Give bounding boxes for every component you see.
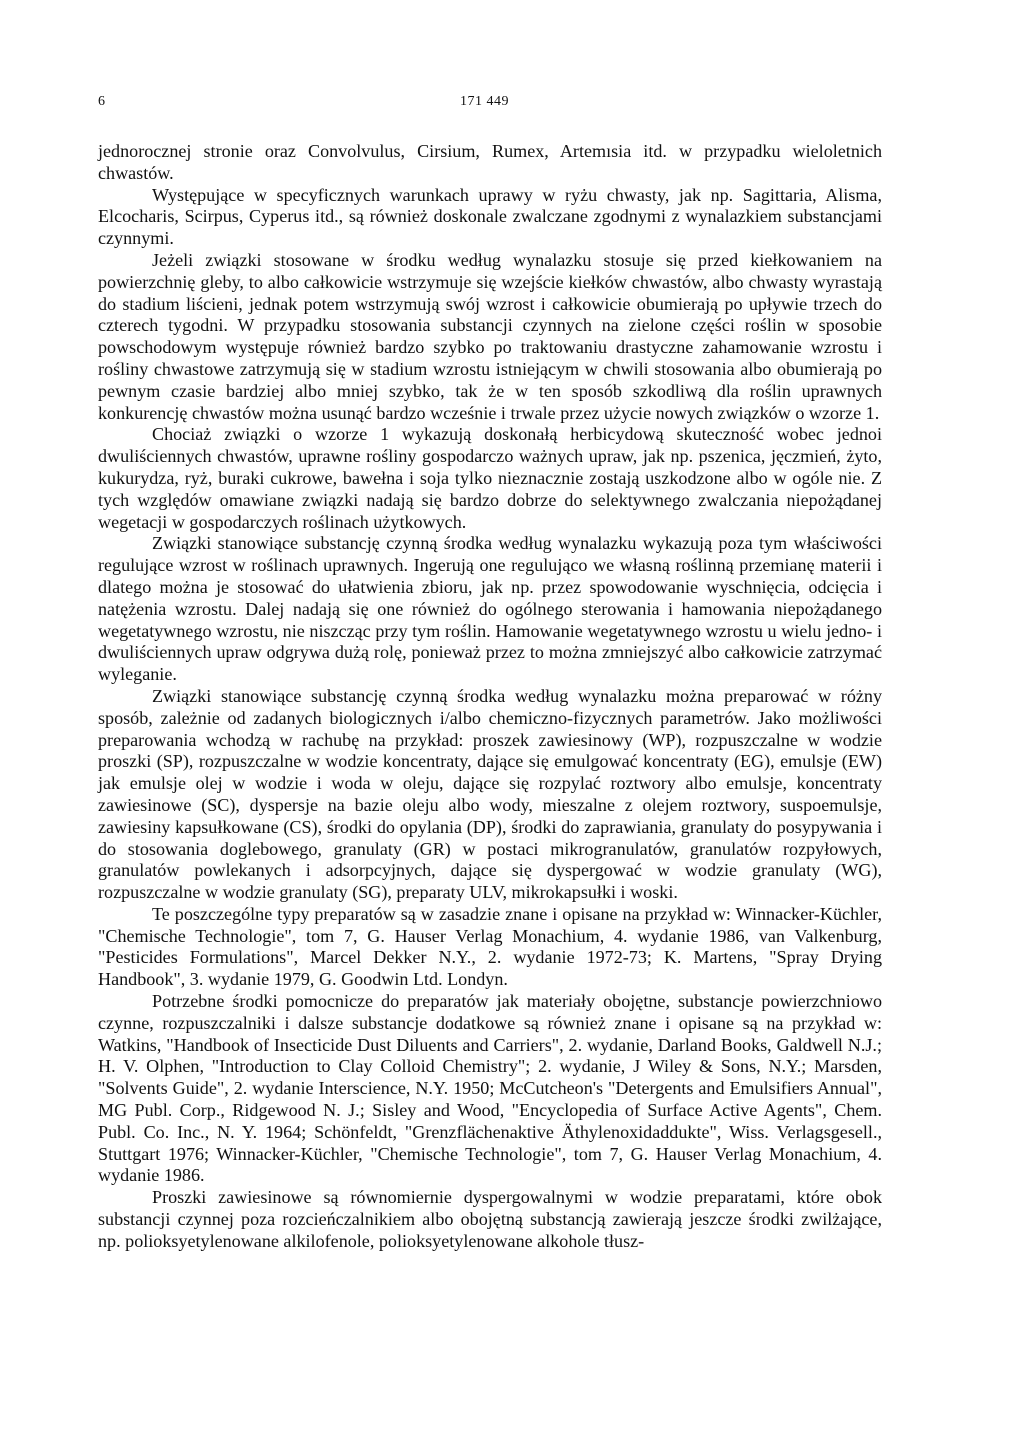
paragraph-growth-regulation: Związki stanowiące substancję czynną środka według wynalazku wykazują poza tym właściwości regulujące wzrost w roślinach uprawnych. Ingerują one regulująco we własną roślinną przemianę materii i dlatego można je stosować do ułatwienia zbioru, jak np. przez spowodowanie wyschnięcia, odcięcia i natężenia wzrostu. Dalej nadają się one również do ogólnego sterowania i hamowania niepożądanego wegetatywnego wzrostu, nie niszcząc przy tym roślin. Hamowanie wegetatywnego wzrostu u wielu jedno- i dwuliściennych upraw odgrywa dużą rolę, ponieważ przez to można zmniejszyć albo całkowicie zatrzymać wyleganie. — [98, 533, 882, 685]
body-text — [98, 141, 882, 1253]
paragraph-formulations: Związki stanowiące substancję czynną środka według wynalazku można preparować w różny sposób, zależnie od zadanych biologicznych i/albo chemiczno-fizycznych parametrów. Jako możliwości preparowania wchodzą w rachubę na przykład: proszek zawiesinowy (WP), rozpuszczalne w wodzie proszki (SP), rozpuszczalne w wodzie koncentraty, dające się emulgować koncentraty (EG), emulsje (EW) jak emulsje olej w wodzie i woda w oleju, dające się rozpylać roztwory albo emulsje, koncentraty zawiesinowe (SC), dyspersje na bazie oleju albo wody, mieszalne z olejem roztwory, suspoemulsje, zawiesiny kapsułkowane (CS), środki do opylania (DP), środki do zaprawiania, granulaty do posypywania i do stosowania doglebowego, granulaty (GR) w postaci mikrogranulatów, granulatów rozpyłowych, granulatów powlekanych i adsorpcyjnych, dające się dyspergować w wodzie granulaty (WG), rozpuszczalne w wodzie granulaty (SG), preparaty ULV, mikrokapsułki i woski. — [98, 685, 882, 903]
paragraph-formulation-references: Te poszczególne typy preparatów są w zasadzie znane i opisane na przykład w: Winnacker-Küchler, "Chemische Technologie", tom 7, G. Hauser Verlag Monachium, 4. wydanie 1986, van Valkenburg, "Pesticides Formulations", Marcel Dekker N.Y., 2. wydanie 1972-73; K. Martens, "Spray Drying Handbook", 3. wydanie 1979, G. Goodwin Ltd. Londyn. — [98, 903, 882, 990]
paragraph-continuation: jednorocznej stronie oraz Convolvulus, Cirsium, Rumex, Artemısia itd. w przypadku wieloletnich chwastów. — [98, 141, 882, 183]
page-number: 6 — [98, 94, 105, 109]
paragraph-auxiliaries: Potrzebne środki pomocnicze do preparatów jak materiały obojętne, substancje powierzchniowo czynne, rozpuszczalniki i dalsze substancje dodatkowe są również znane i opisane są na przykład w: Watkins, "Handbook of Insecticide Dust Diluents and Carriers", 2. wydanie, Darland Books, Galdwell N.J.; H. V. Olphen, "Introduction to Clay Colloid Chemistry"; 2. wydanie, J Wiley & Sons, N.Y.; Marsden, "Solvents Guide", 2. wydanie Interscience, N.Y. 1950; McCutcheon's "Detergents and Emulsifiers Annual", MG Publ. Corp., Ridgewood N. J.; Sisley and Wood, "Encyclopedia of Surface Active Agents", Chem. Publ. Co. Inc., N. Y. 1964; Schönfeldt, "Grenzflächenaktive Äthylenoxidaddukte", Wiss. Verlagsgesell., Stuttgart 1976; Winnacker-Küchler, "Chemische Technologie", tom 7, G. Hauser Verlag Monachium, 4. wydanie 1986. — [98, 991, 882, 1186]
patent-number: 171 449 — [460, 94, 509, 109]
paragraph-pre-emergence: Jeżeli związki stosowane w środku według wynalazku stosuje się przed kiełkowaniem na powierzchnię gleby, to albo całkowicie wstrzymuje się wzejście kiełków chwastów, albo chwasty wyrastają do stadium liścieni, jednak potem wstrzymują swój wzrost i całkowicie obumierają po upływie trzech do czterech tygodni. W przypadku stosowania substancji czynnych na zielone części roślin w sposobie powschodowym występuje również bardzo szybko po traktowaniu drastyczne zahamowanie wzrostu i rośliny chwastowe zatrzymują się w stadium wzrostu istniejącym w chwili stosowania albo obumierają po pewnym czasie bardziej albo mniej szybko, tak że w ten sposób szkodliwą dla roślin uprawnych konkurencję chwastów można usunąć bardzo wcześnie i trwale przez użycie nowych związków o wzorze 1. — [98, 249, 882, 423]
paragraph-wettable-powders: Proszki zawiesinowe są równomiernie dyspergowalnymi w wodzie preparatami, które obok substancji czynnej poza rozcieńczalnikiem albo obojętną substancją zawierają jeszcze środki zwilżające, np. polioksyetylenowane alkilofenole, polioksyetylenowane alkohole tłusz- — [98, 1187, 882, 1251]
page-header — [98, 94, 882, 114]
paragraph-selectivity: Chociaż związki o wzorze 1 wykazują doskonałą herbicydową skuteczność wobec jednoi dwuliściennych chwastów, uprawne rośliny gospodarczo ważnych upraw, jak np. pszenica, jęczmień, żyto, kukurydza, ryż, buraki cukrowe, bawełna i soja tylko nieznacznie zostają uszkodzone albo w ogóle nie. Z tych względów omawiane związki nadają się bardzo dobrze do selektywnego zwalczania niepożądanej wegetacji w gospodarczych roślinach użytkowych. — [98, 424, 882, 532]
paragraph-rice-weeds: Występujące w specyficznych warunkach uprawy w ryżu chwasty, jak np. Sagittaria, Alisma, Elcocharis, Scirpus, Cyperus itd., są również doskonale zwalczane zgodnymi z wynalazkiem substancjami czynnymi. — [98, 184, 882, 249]
